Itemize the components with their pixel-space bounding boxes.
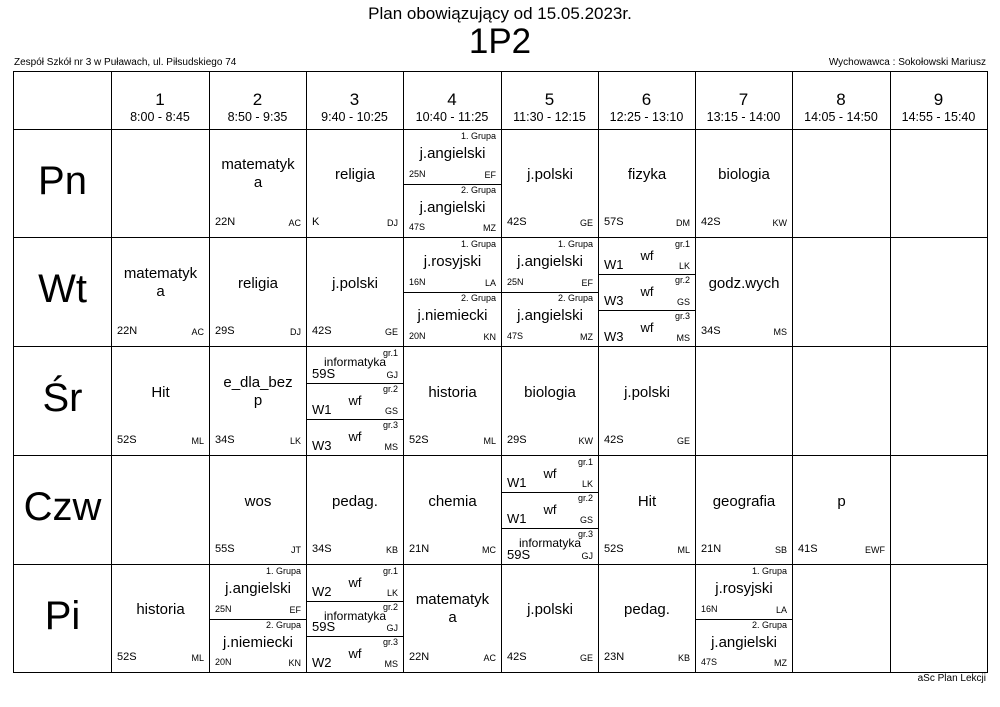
group-label: gr.3 <box>382 420 398 430</box>
lesson-room: W1 <box>604 257 624 272</box>
lesson-cell <box>307 130 403 237</box>
period-time: 14:55 - 15:40 <box>901 110 976 124</box>
lesson-teacher: GJ <box>386 370 398 380</box>
period-number: 9 <box>933 90 944 109</box>
lesson-subject: Hit <box>151 383 170 401</box>
lesson-teacher: AC <box>191 327 204 337</box>
lesson-teacher: GE <box>579 218 593 228</box>
period-number: 2 <box>252 90 263 109</box>
group-label: gr.2 <box>382 601 398 612</box>
lesson-subject: p <box>837 492 846 510</box>
lesson-subject: j.angielski <box>419 198 486 216</box>
lesson-teacher: LK <box>581 479 593 489</box>
group-label: 1. Grupa <box>557 239 593 249</box>
lesson-room: 59S <box>507 547 531 562</box>
period-time: 14:05 - 14:50 <box>804 110 878 124</box>
group-label: 1. Grupa <box>460 239 496 249</box>
timetable-grid <box>13 71 988 673</box>
lesson-subject-cont: p <box>253 391 263 409</box>
lesson-cell <box>502 456 598 564</box>
period-time: 8:50 - 9:35 <box>227 110 288 124</box>
lesson-room: 42S <box>507 216 527 228</box>
period-time: 12:25 - 13:10 <box>609 110 684 124</box>
group-label: 1. Grupa <box>460 131 496 141</box>
lesson-subject: j.rosyjski <box>423 253 482 270</box>
group-label: gr.3 <box>674 311 690 321</box>
day-label: Czw <box>23 485 102 529</box>
lesson-cell <box>210 565 306 672</box>
lesson-room: 25N <box>507 277 524 287</box>
lesson-subject: historia <box>136 601 185 618</box>
lesson-subject: j.rosyjski <box>715 580 773 597</box>
lesson-teacher: EF <box>581 278 593 288</box>
lesson-room: W3 <box>312 438 332 453</box>
lesson-subject: wf <box>543 502 557 517</box>
lesson-subject: wos <box>244 492 272 510</box>
lesson-teacher: GS <box>676 297 690 307</box>
lesson-cell <box>112 347 209 455</box>
lesson-cell <box>599 565 695 672</box>
lesson-room: 34S <box>312 543 332 555</box>
group-label: gr.2 <box>382 384 398 394</box>
lesson-subject: religia <box>237 274 279 292</box>
lesson-teacher: MZ <box>580 332 593 342</box>
group-label: gr.1 <box>674 239 690 249</box>
lesson-subject: e_dla_bez <box>223 373 293 391</box>
period-number: 5 <box>544 90 555 109</box>
lesson-cell <box>599 238 695 346</box>
lesson-subject: historia <box>428 383 477 401</box>
lesson-cell <box>307 456 403 564</box>
lesson-teacher: JT <box>291 545 301 555</box>
lesson-subject: j.polski <box>527 601 573 618</box>
lesson-subject-cont: a <box>156 282 165 300</box>
lesson-subject: wf <box>348 646 362 662</box>
lesson-teacher: LA <box>775 604 787 615</box>
class-tutor: Wychowawca : Sokołowski Mariusz <box>828 57 986 68</box>
lesson-teacher: GS <box>579 515 593 525</box>
lesson-room: 16N <box>701 603 718 614</box>
lesson-teacher: KW <box>772 218 787 228</box>
lesson-room: K <box>312 216 320 228</box>
lesson-teacher: LK <box>289 436 301 446</box>
lesson-teacher: EF <box>484 169 496 180</box>
period-time: 11:30 - 12:15 <box>513 110 586 124</box>
lesson-cell <box>210 130 306 237</box>
lesson-teacher: DJ <box>290 327 301 337</box>
lesson-cell <box>502 130 598 237</box>
group-label: 1. Grupa <box>751 566 787 576</box>
group-label: 1. Grupa <box>265 566 301 576</box>
lesson-room: 29S <box>215 325 235 337</box>
group-label: 2. Grupa <box>460 293 496 303</box>
lesson-cell <box>404 565 501 672</box>
lesson-teacher: DM <box>676 218 690 228</box>
school-name: Zespół Szkół nr 3 w Puławach, ul. Piłsudskiego 74 <box>14 57 237 68</box>
lesson-room: 22N <box>117 325 138 337</box>
lesson-cell <box>599 347 695 455</box>
lesson-teacher: MS <box>384 659 398 669</box>
lesson-room: 52S <box>409 434 429 446</box>
lesson-teacher: MC <box>482 545 496 555</box>
lesson-subject: j.angielski <box>225 580 291 597</box>
lesson-teacher: KB <box>385 545 398 555</box>
group-label: 2. Grupa <box>460 184 496 195</box>
lesson-room: W1 <box>312 402 332 417</box>
lesson-cell <box>502 565 598 672</box>
lesson-room: 42S <box>507 651 527 663</box>
lesson-subject: fizyka <box>627 166 667 183</box>
lesson-room: 47S <box>701 657 718 667</box>
lesson-subject: wf <box>348 429 362 444</box>
lesson-subject: informatyka <box>323 355 387 369</box>
lesson-room: 16N <box>409 277 426 287</box>
lesson-teacher: MZ <box>774 658 787 668</box>
day-label: Wt <box>38 267 87 311</box>
lesson-room: 22N <box>409 651 430 663</box>
lesson-subject: matematyk <box>415 591 490 608</box>
period-number: 1 <box>155 90 165 109</box>
lesson-subject: wf <box>348 575 362 590</box>
lesson-teacher: GJ <box>386 623 398 634</box>
lesson-room: 52S <box>117 434 137 446</box>
lesson-teacher: KB <box>677 653 690 663</box>
lesson-subject: matematyk <box>123 264 198 282</box>
lesson-teacher: AC <box>288 218 301 228</box>
lesson-teacher: ML <box>191 653 204 663</box>
lesson-subject: pedag. <box>332 492 378 510</box>
lesson-subject: informatyka <box>323 608 387 623</box>
lesson-room: W1 <box>507 511 527 526</box>
lesson-subject: matematyk <box>221 156 295 173</box>
lesson-teacher: ML <box>483 436 496 446</box>
lesson-room: 55S <box>215 543 235 555</box>
group-label: gr.2 <box>577 493 593 503</box>
lesson-cell <box>404 238 501 346</box>
lesson-subject: j.niemiecki <box>417 307 488 324</box>
lesson-teacher: LK <box>386 587 398 598</box>
lesson-cell <box>502 347 598 455</box>
period-time: 13:15 - 14:00 <box>706 110 781 124</box>
lesson-room: 42S <box>604 434 624 446</box>
lesson-room: 21N <box>409 543 430 555</box>
period-number: 4 <box>447 90 457 109</box>
lesson-cell <box>793 456 890 564</box>
lesson-cell <box>112 565 209 672</box>
lesson-teacher: KN <box>483 332 496 342</box>
lesson-teacher: GE <box>579 653 593 663</box>
lesson-cell <box>696 238 792 346</box>
period-number: 3 <box>349 90 360 109</box>
lesson-subject: religia <box>334 166 376 183</box>
lesson-cell <box>696 456 792 564</box>
lesson-subject: j.polski <box>332 274 378 292</box>
day-label: Pi <box>44 594 81 638</box>
lesson-teacher: EF <box>289 604 301 615</box>
lesson-teacher: ML <box>677 545 690 555</box>
lesson-teacher: GE <box>384 327 398 337</box>
lesson-subject: j.polski <box>624 383 670 401</box>
plan-title: Plan obowiązujący od 15.05.2023r. <box>368 4 632 23</box>
lesson-cell <box>210 456 306 564</box>
lesson-teacher: DJ <box>387 218 398 228</box>
lesson-teacher: GS <box>384 406 398 416</box>
lesson-subject: j.angielski <box>711 633 777 651</box>
lesson-subject: geografia <box>712 492 776 510</box>
lesson-teacher: KN <box>288 658 301 668</box>
lesson-room: 52S <box>604 543 624 555</box>
lesson-subject: j.angielski <box>517 253 583 270</box>
lesson-cell <box>599 456 695 564</box>
lesson-room: W2 <box>312 583 332 599</box>
group-label: gr.1 <box>382 348 398 358</box>
lesson-subject: wf <box>640 320 654 335</box>
lesson-teacher: KW <box>578 436 593 446</box>
lesson-room: 59S <box>312 619 336 635</box>
lesson-room: 25N <box>409 168 426 179</box>
lesson-room: 23N <box>604 651 625 663</box>
day-label: Śr <box>42 376 83 420</box>
lesson-subject: j.angielski <box>419 145 486 162</box>
lesson-cell <box>307 347 403 455</box>
lesson-subject: wf <box>348 393 362 408</box>
lesson-teacher: EWF <box>865 545 885 555</box>
lesson-subject: wf <box>640 248 654 263</box>
lesson-cell <box>307 238 403 346</box>
lesson-teacher: GJ <box>581 551 593 561</box>
lesson-room: W1 <box>507 475 527 490</box>
lesson-room: 59S <box>312 366 336 381</box>
lesson-room: 42S <box>701 216 721 228</box>
class-name: 1P2 <box>468 22 532 61</box>
lesson-cell <box>210 347 306 455</box>
lesson-room: 29S <box>507 434 527 446</box>
lesson-subject: wf <box>543 466 557 481</box>
lesson-room: 42S <box>312 325 332 337</box>
lesson-cell <box>307 565 403 672</box>
day-label: Pn <box>38 159 87 203</box>
lesson-room: 21N <box>701 543 722 555</box>
lesson-cell <box>696 130 792 237</box>
lesson-room: 20N <box>409 331 426 341</box>
lesson-teacher: MS <box>773 327 787 337</box>
group-label: gr.2 <box>674 275 690 285</box>
lesson-room: W2 <box>312 655 332 670</box>
period-number: 7 <box>738 90 749 109</box>
lesson-subject: j.angielski <box>517 307 583 324</box>
lesson-subject: wf <box>640 284 654 299</box>
period-number: 6 <box>641 90 652 109</box>
lesson-subject: pedag. <box>624 601 670 618</box>
footer-credit: aSc Plan Lekcji <box>917 673 986 684</box>
lesson-cell <box>696 565 792 672</box>
lesson-room: 22N <box>215 216 236 228</box>
lesson-teacher: AC <box>483 653 496 663</box>
lesson-room: 34S <box>701 325 721 337</box>
period-time: 10:40 - 11:25 <box>415 110 489 124</box>
lesson-teacher: MS <box>384 442 398 452</box>
lesson-cell <box>112 238 209 346</box>
lesson-subject: chemia <box>428 492 477 510</box>
group-label: gr.1 <box>382 566 398 576</box>
lesson-cell <box>210 238 306 346</box>
lesson-room: 47S <box>507 331 524 341</box>
lesson-room: 57S <box>604 216 624 228</box>
group-label: gr.3 <box>382 637 398 648</box>
lesson-subject-cont: a <box>448 609 457 626</box>
lesson-cell <box>404 130 501 237</box>
lesson-subject: Hit <box>637 492 657 510</box>
period-number: 8 <box>836 90 846 109</box>
lesson-cell <box>502 238 598 346</box>
lesson-teacher: GE <box>676 436 690 446</box>
lesson-room: 47S <box>409 222 426 232</box>
group-label: 2. Grupa <box>557 293 593 303</box>
lesson-room: 34S <box>215 434 235 446</box>
lesson-cell <box>404 347 501 455</box>
lesson-teacher: SB <box>774 545 787 555</box>
period-time: 8:00 - 8:45 <box>130 110 190 124</box>
group-label: 2. Grupa <box>265 619 301 630</box>
lesson-subject: j.niemiecki <box>222 633 294 651</box>
lesson-room: W3 <box>604 293 624 308</box>
lesson-subject: godz.wych <box>708 274 780 292</box>
lesson-subject-cont: a <box>253 174 263 191</box>
lesson-teacher: ML <box>191 436 204 446</box>
lesson-room: W3 <box>604 329 624 344</box>
lesson-room: 41S <box>798 543 818 555</box>
group-label: gr.1 <box>577 457 593 467</box>
lesson-teacher: LA <box>484 278 496 288</box>
lesson-subject: informatyka <box>518 536 582 550</box>
lesson-subject: biologia <box>718 166 770 183</box>
lesson-cell <box>404 456 501 564</box>
period-time: 9:40 - 10:25 <box>321 110 388 124</box>
group-label: gr.3 <box>577 529 593 539</box>
lesson-subject: biologia <box>524 383 576 401</box>
lesson-teacher: MZ <box>483 223 496 233</box>
lesson-cell <box>599 130 695 237</box>
lesson-subject: j.polski <box>527 166 573 183</box>
lesson-room: 25N <box>215 603 232 614</box>
lesson-room: 52S <box>117 651 137 663</box>
lesson-teacher: LK <box>678 261 690 271</box>
lesson-room: 20N <box>215 657 232 667</box>
lesson-teacher: MS <box>676 333 690 343</box>
group-label: 2. Grupa <box>751 619 787 630</box>
